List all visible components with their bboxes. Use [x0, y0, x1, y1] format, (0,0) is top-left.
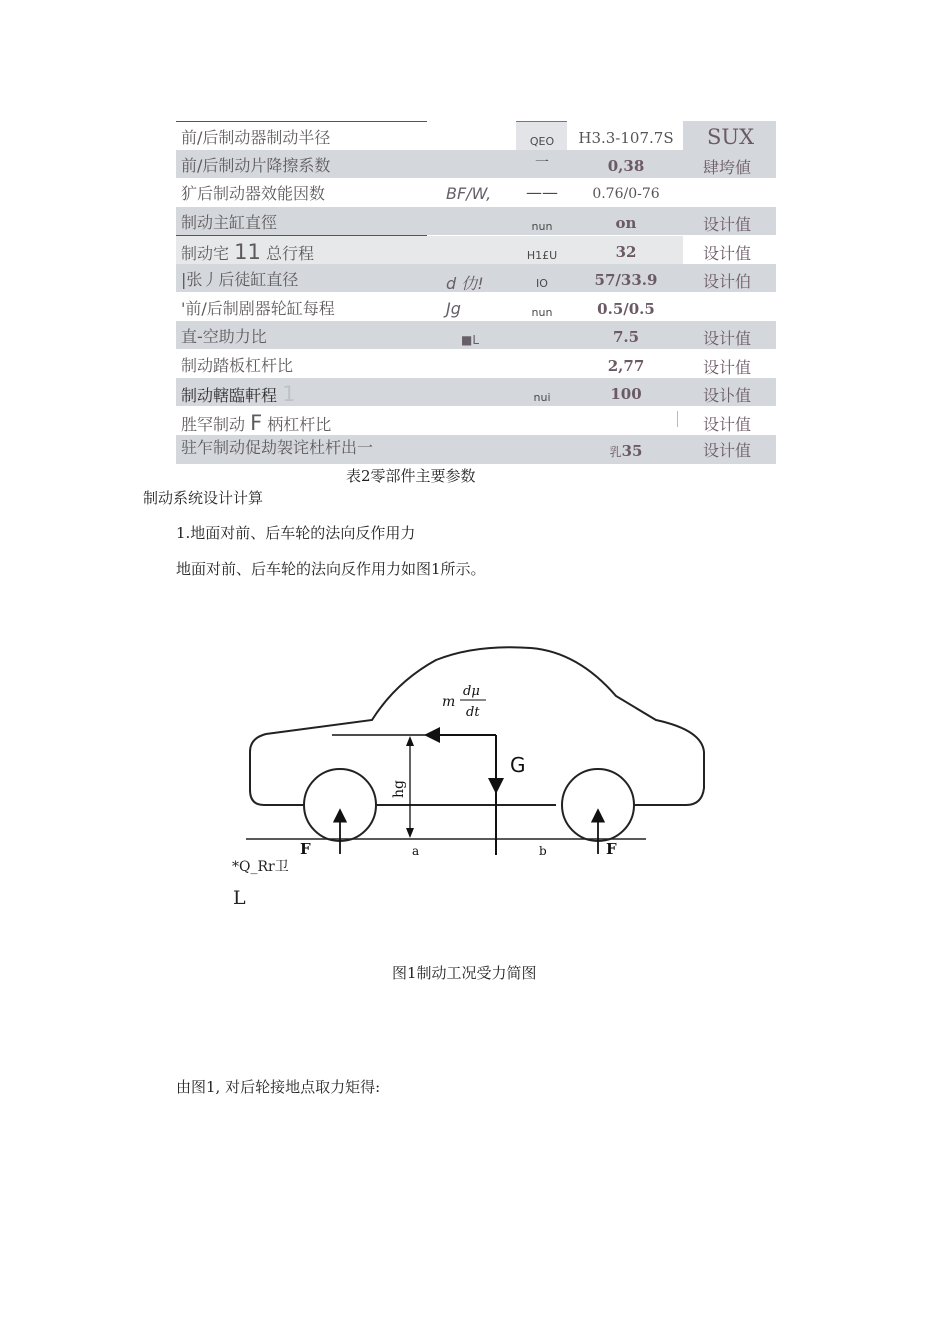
param-name: 直-空助力比 [181, 327, 267, 346]
item-heading: 1.地面对前、后车轮的法向反作用力 [176, 524, 416, 542]
param-unit: nun [531, 220, 553, 233]
table-row [176, 350, 776, 378]
mass-label: m [442, 694, 456, 710]
param-name: 前/后制动片降擦系数 [181, 156, 331, 175]
param-name: 制动轄臨軒程 1 [181, 382, 296, 406]
table-row [176, 264, 776, 292]
param-note: 设计伯 [703, 272, 752, 291]
table-row [176, 293, 776, 321]
note-highlight-cell [683, 121, 776, 150]
hg-label: hg [391, 780, 407, 798]
param-note: SUX [707, 125, 755, 149]
figure-fragment-l: L [233, 887, 246, 909]
param-value: 0.5/0.5 [597, 300, 655, 318]
param-note: 设计值 [703, 441, 752, 460]
note-cell [683, 235, 776, 264]
table-caption: 表2零部件主要参数 [346, 467, 476, 485]
param-value: 0,38 [607, 157, 645, 175]
figure-caption: 图1制动工况受力简图 [392, 964, 537, 982]
param-unit: H1£U [526, 249, 558, 262]
rear-reaction-label: F [606, 840, 617, 855]
section-title: 制动系统设计计算 [143, 489, 264, 507]
cell-divider [677, 411, 678, 427]
param-name: 犷后制动器效能因数 [181, 184, 326, 203]
table-row [176, 178, 776, 206]
table-row [176, 378, 776, 406]
param-note: 设计值 [703, 215, 752, 234]
du-label: dμ [463, 684, 480, 699]
param-note: 设计值 [703, 358, 752, 377]
param-unit: —— [526, 183, 558, 202]
table-row [176, 407, 776, 435]
param-name: '前/后制剧器轮缸每程 [181, 299, 335, 318]
table-row [176, 321, 776, 349]
param-name: |张丿后徒缸直径 [181, 270, 299, 289]
distance-a-label: a [412, 844, 420, 855]
param-note: 设讣值 [703, 386, 752, 405]
param-unit: nui [533, 391, 551, 404]
param-unit: QEO [529, 135, 555, 148]
figure-fragment-text: *Q_Rr卫 [232, 859, 289, 875]
param-name: 制动踏板杠杆比 [181, 356, 294, 375]
param-name: 制动主缸直徑 [181, 213, 278, 232]
param-note: 设计值 [703, 329, 752, 348]
table-row [176, 435, 776, 464]
brake-force-diagram [246, 640, 716, 855]
param-unit: 一 [535, 155, 549, 171]
front-reaction-label: F [300, 840, 311, 855]
param-symbol: ■L [461, 333, 480, 347]
param-name: 胜罕制动 F 柄杠杆比 [181, 411, 332, 435]
param-value: 57/33.9 [594, 271, 658, 289]
dt-label: dt [466, 705, 480, 720]
paragraph: 地面对前、后车轮的法向反作用力如图1所示。 [176, 560, 486, 578]
param-value: 0.76/0-76 [592, 186, 660, 202]
param-value: 乳35 [609, 442, 643, 460]
param-value: H3.3-107.7S [578, 129, 674, 147]
param-symbol: Jg [446, 299, 461, 318]
param-value: 2,77 [607, 357, 645, 375]
param-value: 7.5 [612, 328, 640, 346]
param-symbol: d 仂! [446, 274, 484, 293]
param-symbol: BF/W, [446, 184, 492, 203]
param-note: 肆垮値 [703, 158, 752, 177]
param-value: 100 [610, 385, 642, 403]
param-name: 驻乍制动促劫袈诧杜杆出一 [181, 438, 374, 457]
param-name: 制动宅 11 总行程 [181, 240, 314, 264]
param-value: on [615, 214, 637, 232]
param-unit: nun [531, 306, 553, 319]
table-row [176, 207, 776, 235]
param-value: 32 [615, 243, 637, 261]
param-note: 设计值 [703, 415, 752, 434]
param-name: 前/后制动器制动半径 [181, 128, 331, 147]
paragraph: 由图1, 对后轮接地点取力矩得: [176, 1078, 381, 1096]
param-note: 设计值 [703, 244, 752, 263]
param-unit: IO [536, 277, 548, 290]
distance-b-label: b [539, 844, 547, 855]
gravity-label: G [510, 753, 526, 777]
table-row [176, 150, 776, 178]
